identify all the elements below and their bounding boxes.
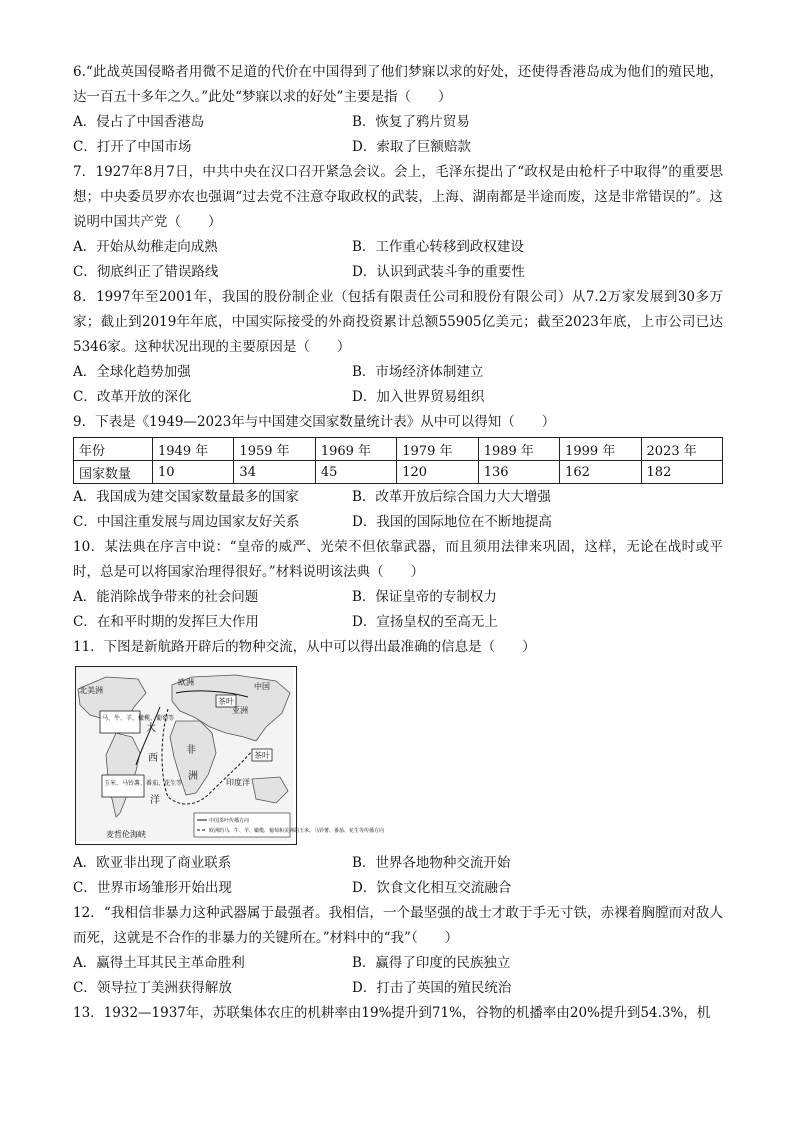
table-cell: 1979 年 xyxy=(397,438,478,461)
table-cell: 120 xyxy=(397,461,478,484)
species-exchange-map xyxy=(75,666,385,845)
question-10-options xyxy=(73,585,723,635)
option-a[interactable]: A．能消除战争带来的社会问题 xyxy=(73,589,259,605)
option-d[interactable]: D．宣扬皇权的至高无上 xyxy=(352,614,498,630)
map-label-africa: 非 xyxy=(186,745,196,756)
option-a[interactable]: A．开始从幼稚走向成熟 xyxy=(73,239,218,255)
option-d[interactable]: D．加入世界贸易组织 xyxy=(352,389,485,405)
option-d[interactable]: D．索取了巨额赔款 xyxy=(352,139,471,155)
map-label-asia: 亚洲 xyxy=(232,706,248,715)
option-c[interactable]: C．领导拉丁美洲获得解放 xyxy=(73,980,232,996)
option-d[interactable]: D．饮食文化相互交流融合 xyxy=(352,880,512,896)
table-cell: 1999 年 xyxy=(560,438,641,461)
question-7-options xyxy=(73,235,723,285)
question-12-stem: 12．“我相信非暴力这种武器属于最强者。我相信，一个最坚强的战士才敢于手无寸铁，赤裸着胸膛而对敌人而死，这就是不合作的非暴力的关键所在。”材料中的“我”（ ） xyxy=(73,905,723,946)
option-b[interactable]: B．赢得了印度的民族独立 xyxy=(352,955,511,971)
map-label-atlantic-3: 洋 xyxy=(150,795,160,806)
table-cell: 1959 年 xyxy=(234,438,315,461)
table-cell: 国家数量 xyxy=(74,461,153,484)
option-c[interactable]: C．打开了中国市场 xyxy=(73,139,192,155)
map-box-animals: 马、牛、羊、橄榄、葡萄等 xyxy=(102,715,175,722)
option-c[interactable]: C．彻底纠正了错误路线 xyxy=(73,264,219,280)
question-12-options xyxy=(73,951,723,1001)
question-13-stem: 13．1932—1937年，苏联集体农庄的机耕率由19%提升到71%，谷物的机播率由20%提升到54.3%，机 xyxy=(73,1005,711,1021)
map-legend-1: 中国茶叶传播方向 xyxy=(209,818,250,824)
question-7-stem: 7．1927年8月7日，中共中央在汉口召开紧急会议。会上，毛泽东提出了“政权是由枪杆子中取得”的重要思想；中央委员罗亦农也强调“过去党不注意夺取政权的武装，上海、湖南都是半途而废，这是非常错误的”。这说明中国共产党（ ） xyxy=(73,164,723,230)
map-label-africa-2: 洲 xyxy=(188,771,198,782)
map-label-china: 中国 xyxy=(254,682,270,691)
table-row xyxy=(74,438,723,461)
question-8-options xyxy=(73,360,723,410)
question-8-stem: 8．1997年至2001年，我国的股份制企业（包括有限责任公司和股份有限公司）从7.2万家发展到30多万家；截止到2019年年底，中国实际接受的外商投资累计总额55905亿美元；截至2023年底，上市公司已达5346家。这种状况出现的主要原因是（ ） xyxy=(73,289,723,355)
option-d[interactable]: D．我国的国际地位在不断地提高 xyxy=(352,514,552,530)
table-cell: 2023 年 xyxy=(641,438,722,461)
option-b[interactable]: B．改革开放后综合国力大大增强 xyxy=(352,489,551,505)
table-cell: 年份 xyxy=(74,438,153,461)
map-label-indian-ocean: 印度洋 xyxy=(226,778,250,787)
diplomatic-relations-table xyxy=(73,437,723,484)
table-cell: 1989 年 xyxy=(478,438,559,461)
table-cell: 1969 年 xyxy=(315,438,396,461)
question-9-options xyxy=(73,485,723,535)
table-cell: 136 xyxy=(478,461,559,484)
option-b[interactable]: B．世界各地物种交流开始 xyxy=(352,855,511,871)
option-b[interactable]: B．恢复了鸦片贸易 xyxy=(352,114,470,130)
option-a[interactable]: A．欧亚非出现了商业联系 xyxy=(73,855,232,871)
question-6-options xyxy=(73,110,723,160)
option-c[interactable]: C．世界市场雏形开始出现 xyxy=(73,880,232,896)
option-b[interactable]: B．市场经济体制建立 xyxy=(352,364,484,380)
option-a[interactable]: A．全球化趋势加强 xyxy=(73,364,191,380)
option-a[interactable]: A．侵占了中国香港岛 xyxy=(73,114,205,130)
exam-page xyxy=(73,60,723,1026)
question-11-stem: 11．下图是新航路开辟后的物种交流，从中可以得出最准确的信息是（ ） xyxy=(73,639,536,655)
table-cell: 182 xyxy=(641,461,722,484)
table-cell: 1949 年 xyxy=(153,438,234,461)
table-cell: 162 xyxy=(560,461,641,484)
question-11-options xyxy=(73,851,723,901)
map-box-crops: 玉米、马铃薯、番茄、花生等 xyxy=(104,780,183,787)
option-a[interactable]: A．我国成为建交国家数量最多的国家 xyxy=(73,489,299,505)
map-label-atlantic-1: 大 xyxy=(146,723,156,734)
map-box-tea-2: 茶叶 xyxy=(254,751,270,760)
map-label-europe: 欧洲 xyxy=(178,678,194,687)
table-cell: 45 xyxy=(315,461,396,484)
option-c[interactable]: C．中国注重发展与周边国家友好关系 xyxy=(73,514,300,530)
table-cell: 34 xyxy=(234,461,315,484)
option-d[interactable]: D．打击了英国的殖民统治 xyxy=(352,980,512,996)
question-9-stem: 9．下表是《1949—2023年与中国建交国家数量统计表》从中可以得知（ ） xyxy=(73,414,556,430)
map-legend-2: 欧洲的马、牛、羊、橄榄、葡萄和美洲的玉米、马铃薯、番茄、花生等传播方向 xyxy=(209,828,385,834)
option-b[interactable]: B．保证皇帝的专制权力 xyxy=(352,589,497,605)
table-cell: 10 xyxy=(153,461,234,484)
map-box-tea-1: 茶叶 xyxy=(218,697,234,706)
option-c[interactable]: C．改革开放的深化 xyxy=(73,389,192,405)
question-6-stem: 6.“此战英国侵略者用微不足道的代价在中国得到了他们梦寐以求的好处，还使得香港岛成为他们的殖民地，达一百五十多年之久。”此处“梦寐以求的好处”主要是指（ ） xyxy=(73,64,723,105)
option-b[interactable]: B．工作重心转移到政权建设 xyxy=(352,239,524,255)
option-a[interactable]: A．赢得土耳其民主革命胜利 xyxy=(73,955,245,971)
option-d[interactable]: D．认识到武装斗争的重要性 xyxy=(352,264,525,280)
map-label-atlantic-2: 西 xyxy=(148,753,158,764)
option-c[interactable]: C．在和平时期的发挥巨大作用 xyxy=(73,614,259,630)
question-10-stem: 10．某法典在序言中说：“皇帝的威严、光荣不但依靠武器，而且须用法律来巩固，这样，无论在战时或平时，总是可以将国家治理得很好。”材料说明该法典（ ） xyxy=(73,539,723,580)
map-label-magellan: 麦哲伦海峡 xyxy=(106,830,146,839)
world-map-illustration xyxy=(76,667,385,841)
table-row xyxy=(74,461,723,484)
map-label-north-america: 北美洲 xyxy=(79,686,103,695)
